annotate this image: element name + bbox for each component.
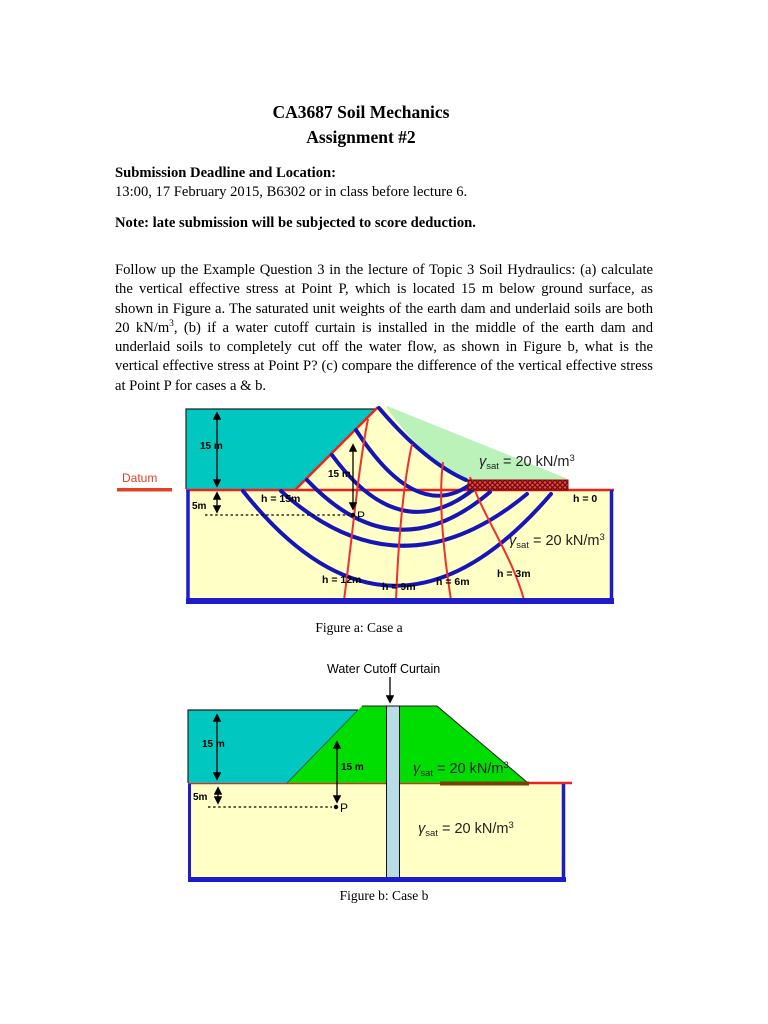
question-text-part2: , (b) if a water cutoff curtain is installed in the middle of the earth dam and underlaid soils to completely cut off the water flow, as shown in Figure b, what is the vertical effective stress at Point P? (c) compare the difference of the vertical effective stress at Point P for cases a & b. xyxy=(115,319,653,394)
head-label-h9: h = 9m xyxy=(382,581,416,593)
point-p-dot-a xyxy=(351,513,355,517)
point-p-dot-b xyxy=(334,805,338,809)
curtain-callout-label: Water Cutoff Curtain xyxy=(327,662,441,676)
head-label-h6: h = 6m xyxy=(436,576,470,588)
toe-drain-a xyxy=(468,480,568,490)
unit-weight-label-dam-b: $\gamma_{sat} = 20$ $kN/m^3$ xyxy=(413,760,509,779)
head-label-h0: h = 0 xyxy=(573,493,598,505)
datum-label: Datum xyxy=(122,471,158,485)
p-depth-label-a: 5m xyxy=(192,501,207,512)
title-line1: CA3687 Soil Mechanics xyxy=(272,102,450,122)
dam-height-label-a: 15 m xyxy=(328,469,351,480)
submission-heading: Submission Deadline and Location: xyxy=(115,165,336,181)
figure-a-diagram xyxy=(110,400,625,615)
unit-weight-label-dam-a: $\gamma_{sat} = 20$ $kN/m^3$ xyxy=(479,453,575,472)
late-submission-note: Note: late submission will be subjected to score deduction. xyxy=(115,215,476,231)
unit-weight-label-soil-b: $\gamma_{sat} = 20$ $kN/m^3$ xyxy=(418,820,514,839)
title-line2: Assignment #2 xyxy=(306,127,416,147)
unit-weight-label-soil-a: $\gamma_{sat} = 20$ $kN/m^3$ xyxy=(509,532,605,551)
submission-detail: 13:00, 17 February 2015, B6302 or in class before lecture 6. xyxy=(115,184,468,200)
point-p-label-a: P xyxy=(357,509,366,523)
superscript-3: 3 xyxy=(169,319,174,330)
head-label-h12: h = 12m xyxy=(322,574,362,586)
water-depth-label-b: 15 m xyxy=(202,739,225,750)
toe-drain-b xyxy=(440,782,529,786)
datum-line xyxy=(117,488,172,492)
head-label-h3: h = 3m xyxy=(497,568,531,580)
figure-a-caption: Figure a: Case a xyxy=(315,620,403,635)
p-depth-label-b: 5m xyxy=(193,792,208,803)
head-label-h15: h = 15m xyxy=(261,493,301,505)
question-text-part1: Follow up the Example Question 3 in the lecture of Topic 3 Soil Hydraulics: (a) calculate the vertical effective stress at Point P, which is located 15 m below ground surface, as shown in Figure a. The saturated unit weights of the earth dam and underlaid soils are both 20 kN/m xyxy=(115,262,653,336)
water-depth-label-a: 15 m xyxy=(200,441,223,452)
point-p-label-b: P xyxy=(340,801,349,815)
dam-height-label-b: 15 m xyxy=(341,762,364,773)
document-title xyxy=(115,100,607,150)
water-cutoff-curtain xyxy=(387,706,400,878)
figure-b-caption: Figure b: Case b xyxy=(339,888,429,903)
question-paragraph xyxy=(115,261,653,396)
figure-b-diagram xyxy=(170,658,580,888)
